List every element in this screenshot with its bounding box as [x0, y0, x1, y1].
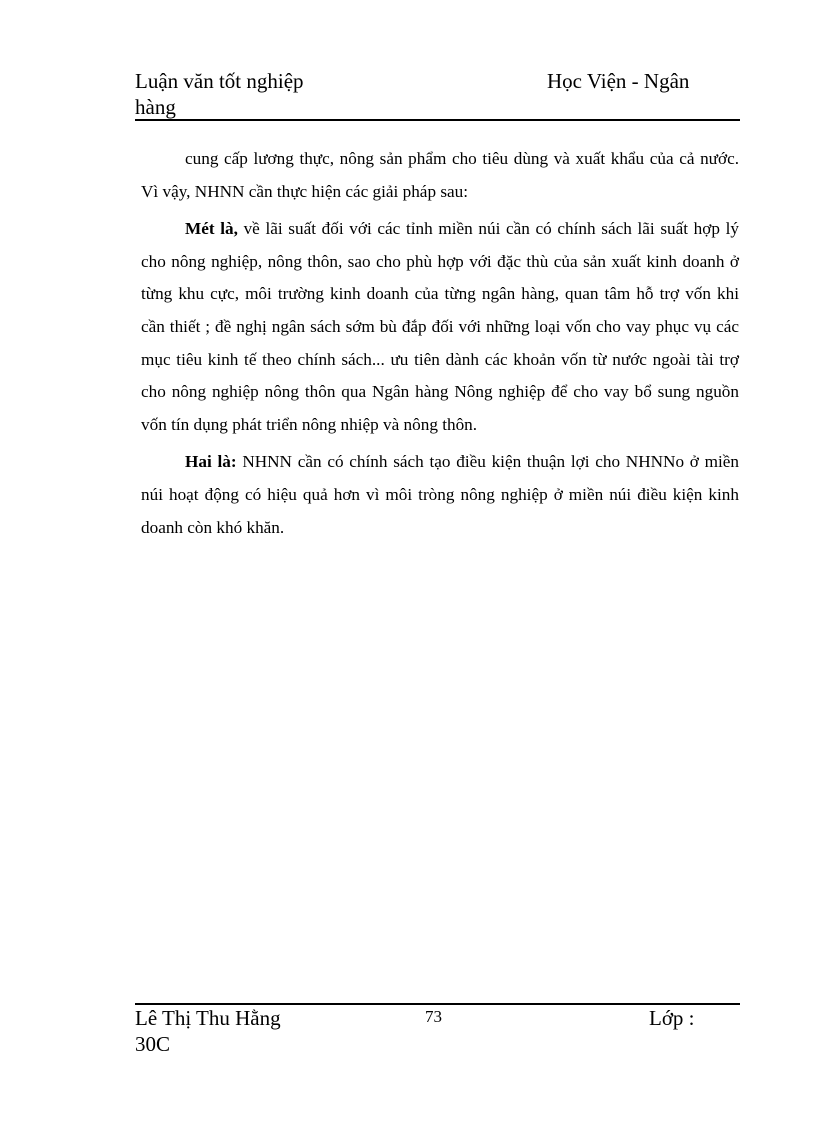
paragraph-solution-two	[141, 446, 739, 544]
paragraph-intro: cung cấp lương thực, nông sản phẩm cho tiêu dùng và xuất khẩu của cả nước. Vì vậy, NHNN cần thực hiện các giải pháp sau:	[141, 149, 739, 201]
page-header	[135, 68, 740, 120]
header-thesis-title: Luận văn tốt nghiệp hàng	[135, 69, 304, 119]
page-footer	[135, 1005, 740, 1065]
solution-two-text: NHNN cần có chính sách tạo điều kiện thuận lợi cho NHNNo ở miền núi hoạt động có hiệu quả hơn vì môi tròng nông nghiệp ở miền núi điều kiện kinh doanh còn khó khăn.	[141, 452, 739, 537]
paragraph-solution-one	[141, 213, 739, 441]
solution-one-lead: Mét là,	[185, 219, 238, 239]
footer-author: Lê Thị Thu Hằng 30C	[135, 1006, 281, 1056]
header-divider	[135, 119, 740, 121]
body-content	[141, 143, 739, 549]
solution-one-text: về lãi suất đối với các tỉnh miền núi cần có chính sách lãi suất hợp lý cho nông nghiệp, nông thôn, sao cho phù hợp với đặc thù của sản xuất kinh doanh ở từng khu cực, môi trường kinh doanh của từng ngân hàng, quan tâm hỗ trợ vốn khi cần thiết ; đề nghị ngân sách sớm bù đắp đối với những loại vốn cho vay phục vụ các mục tiêu kinh tế theo chính sách... ưu tiên dành các khoản vốn từ nước ngoài tài trợ cho nông nghiệp nông thôn qua Ngân hàng Nông nghiệp để cho vay bổ sung nguồn vốn tín dụng phát triển nông nhiệp và nông thôn.	[141, 219, 739, 434]
solution-two-lead: Hai là:	[185, 452, 237, 472]
footer-class: Lớp :	[649, 1006, 695, 1030]
header-institution: Học Viện - Ngân	[547, 69, 690, 93]
page-number: 73	[425, 1007, 442, 1026]
